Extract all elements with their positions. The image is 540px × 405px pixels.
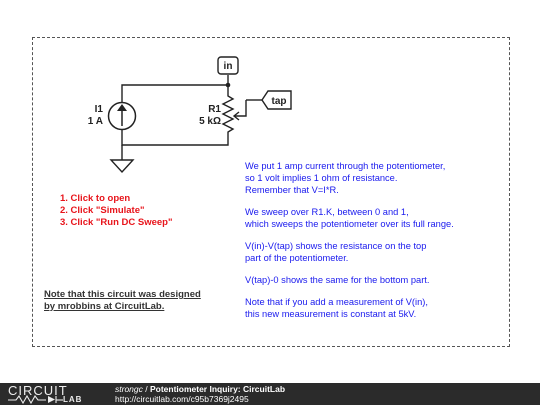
- ground-icon: [111, 160, 133, 172]
- junction-dot: [226, 83, 231, 88]
- designer-credit-link[interactable]: Note that this circuit was designed by mrobbins at CircuitLab.: [44, 289, 201, 312]
- note-paragraph: We put 1 amp current through the potentiometer, so 1 volt implies 1 ohm of resistance. Remember that V=I*R.: [245, 161, 446, 195]
- footer-separator: /: [142, 384, 150, 394]
- footer-circuit-title[interactable]: Potentiometer Inquiry: CircuitLab: [149, 384, 286, 394]
- note-paragraph: V(tap)-0 shows the same for the bottom part.: [245, 275, 430, 285]
- instruction-run-dc-sweep[interactable]: 3. Click "Run DC Sweep": [60, 217, 173, 228]
- current-source-i1: [109, 103, 136, 130]
- circuitlab-logo[interactable]: [8, 384, 98, 404]
- logo-circuit-text: CIRCUIT: [8, 383, 68, 398]
- logo-wave-icon: [8, 395, 63, 404]
- footer-user[interactable]: strongc: [115, 384, 143, 394]
- footer-bar: [0, 383, 540, 405]
- node-label-in-text: in: [223, 61, 233, 72]
- footer-title-line: [115, 384, 285, 394]
- note-paragraph: Note that if you add a measurement of V(in), this new measurement is constant at 5kV.: [245, 297, 428, 319]
- node-label-tap[interactable]: [262, 91, 291, 109]
- r1-name: R1: [208, 104, 221, 115]
- node-label-in[interactable]: [218, 57, 238, 74]
- note-paragraph: We sweep over R1.K, between 0 and 1, which sweeps the potentiometer over its full range.: [245, 207, 454, 229]
- footer-url[interactable]: http://circuitlab.com/c95b7369j2495: [115, 394, 249, 404]
- i1-value: 1 A: [87, 116, 103, 127]
- logo-lab-text: LAB: [63, 395, 83, 404]
- r1-value: 5 kΩ: [199, 116, 221, 127]
- explanation-notes: [245, 160, 505, 330]
- instruction-simulate[interactable]: 2. Click "Simulate": [60, 205, 145, 216]
- node-label-tap-text: tap: [271, 96, 287, 107]
- i1-name: I1: [94, 104, 103, 115]
- note-paragraph: V(in)-V(tap) shows the resistance on the top part of the potentiometer.: [245, 241, 427, 263]
- instruction-open[interactable]: 1. Click to open: [60, 193, 131, 204]
